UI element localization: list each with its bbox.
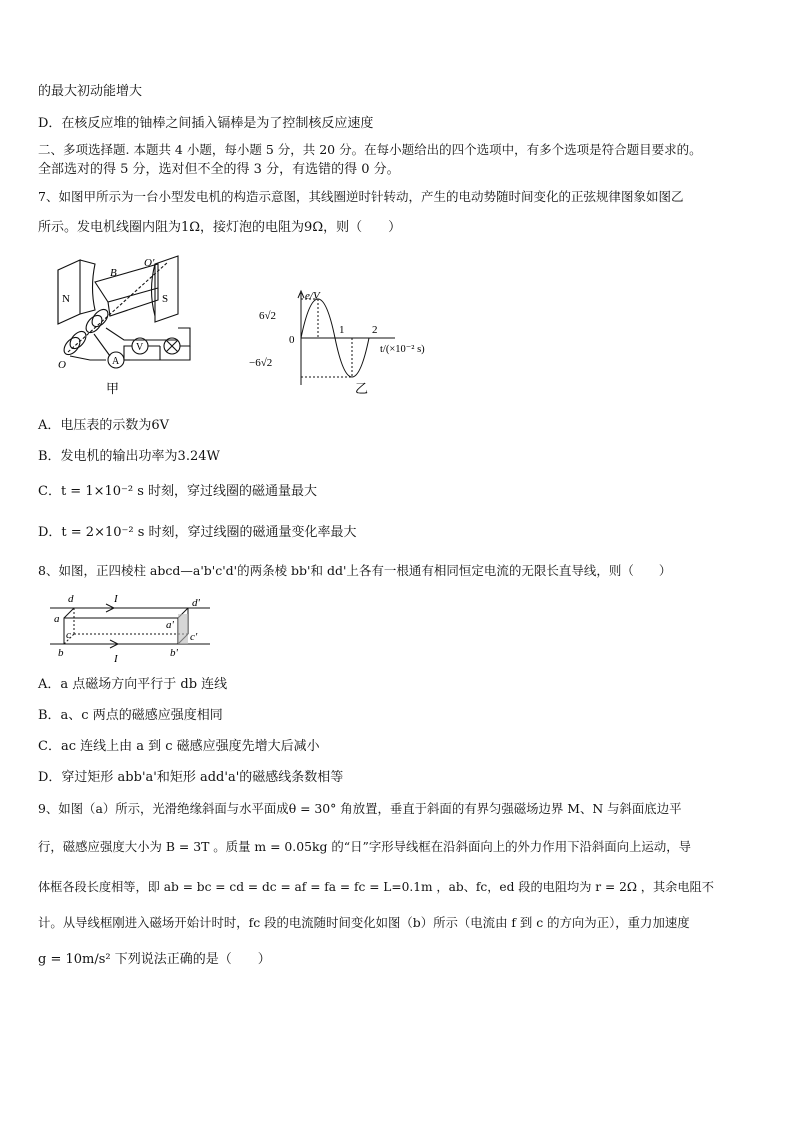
emf-time-graph xyxy=(245,285,455,397)
prism-wire-diagram xyxy=(48,590,220,666)
vertex-a-prime-label: a' xyxy=(166,619,174,631)
question-9-stem: 9、如图（a）所示，光滑绝缘斜面与水平面成θ = 30° 角放置，垂直于斜面的有界匀强磁场边界 M、N 与斜面底边平 xyxy=(38,801,682,816)
current-top-label: I xyxy=(114,593,118,605)
voltmeter-label: V xyxy=(136,342,144,353)
option-8d: D．穿过矩形 abb'a'和矩形 add'a'的磁感线条数相等 xyxy=(38,770,344,785)
y-max-label: 6√2 xyxy=(259,310,277,322)
text-line: D．在核反应堆的铀棒之间插入镉棒是为了控制核反应速度 xyxy=(38,116,374,131)
vertex-d-label: d xyxy=(68,593,74,605)
generator-diagram xyxy=(50,252,210,397)
x-axis-label: t/(×10⁻² s) xyxy=(380,344,425,355)
vertex-b-prime-label: b' xyxy=(170,647,178,659)
vertex-c-prime-label: c' xyxy=(190,631,198,643)
question-8-stem: 8、如图，正四棱柱 abcd—a'b'c'd'的两条棱 bb'和 dd'上各有一根通有相同恒定电流的无限长直导线，则（ ） xyxy=(38,563,672,578)
y-min-label: −6√2 xyxy=(249,357,273,369)
origin-label: 0 xyxy=(289,334,295,346)
text-line: 全部选对的得 5 分，选对但不全的得 3 分，有选错的得 0 分。 xyxy=(38,162,400,177)
figure-yi-caption: 乙 xyxy=(355,381,369,396)
option-7d: D．t = 2×10⁻² s 时刻，穿过线圈的磁通量变化率最大 xyxy=(38,525,357,540)
question-7-stem: 所示。发电机线圈内阻为1Ω，接灯泡的电阻为9Ω，则（ ） xyxy=(38,220,402,235)
magnet-n-label: N xyxy=(62,293,70,305)
question-9-stem: 计。从导线框刚进入磁场开始计时时，fc 段的电流随时间变化如图（b）所示（电流由 f 到 c 的方向为正），重力加速度 xyxy=(38,915,690,930)
question-9-stem: 行，磁感应强度大小为 B = 3T 。质量 m = 0.05kg 的“日”字形导线框在沿斜面向上的外力作用下沿斜面向上运动，导 xyxy=(38,839,691,854)
current-bottom-label: I xyxy=(114,653,118,665)
magnet-s-label: S xyxy=(162,293,169,305)
tick-label-2: 2 xyxy=(372,324,378,336)
vertex-d-prime-label: d' xyxy=(192,597,200,609)
question-7-stem: 7、如图甲所示为一台小型发电机的构造示意图，其线圈逆时针转动，产生的电动势随时间变化的正弦规律图象如图乙 xyxy=(38,189,684,204)
coil-b-label: B xyxy=(110,267,117,279)
axis-o-label: O xyxy=(58,359,66,371)
vertex-c-label: c xyxy=(66,629,71,641)
option-7c: C．t = 1×10⁻² s 时刻，穿过线圈的磁通量最大 xyxy=(38,484,318,499)
question-9-stem: 体框各段长度相等，即 ab = bc = cd = dc = af = fa = fc = L=0.1m ，ab、fc，ed 段的电阻均为 r = 2Ω ，其余电阻不 xyxy=(38,880,714,894)
option-7a: A．电压表的示数为6V xyxy=(38,418,170,433)
section-heading: 二、多项选择题. 本题共 4 小题，每小题 5 分，共 20 分。在每小题给出的四个选项中，有多个选项是符合题目要求的。 xyxy=(38,142,702,157)
question-9-stem: g = 10m/s² 下列说法正确的是（ ） xyxy=(38,952,271,967)
figure-jia-caption: 甲 xyxy=(106,381,120,396)
ammeter-label: A xyxy=(112,356,120,367)
option-8a: A．a 点磁场方向平行于 db 连线 xyxy=(38,677,228,692)
option-8c: C．ac 连线上由 a 到 c 磁感应强度先增大后减小 xyxy=(38,739,320,754)
y-axis-label: e/V xyxy=(305,290,320,302)
tick-label-1: 1 xyxy=(339,324,345,336)
axis-o-prime-label: O' xyxy=(144,257,155,269)
text-line: 的最大初动能增大 xyxy=(38,84,143,99)
vertex-a-label: a xyxy=(54,613,60,625)
vertex-b-label: b xyxy=(58,647,64,659)
option-8b: B．a、c 两点的磁感应强度相同 xyxy=(38,708,223,723)
option-7b: B．发电机的输出功率为3.24W xyxy=(38,449,220,464)
